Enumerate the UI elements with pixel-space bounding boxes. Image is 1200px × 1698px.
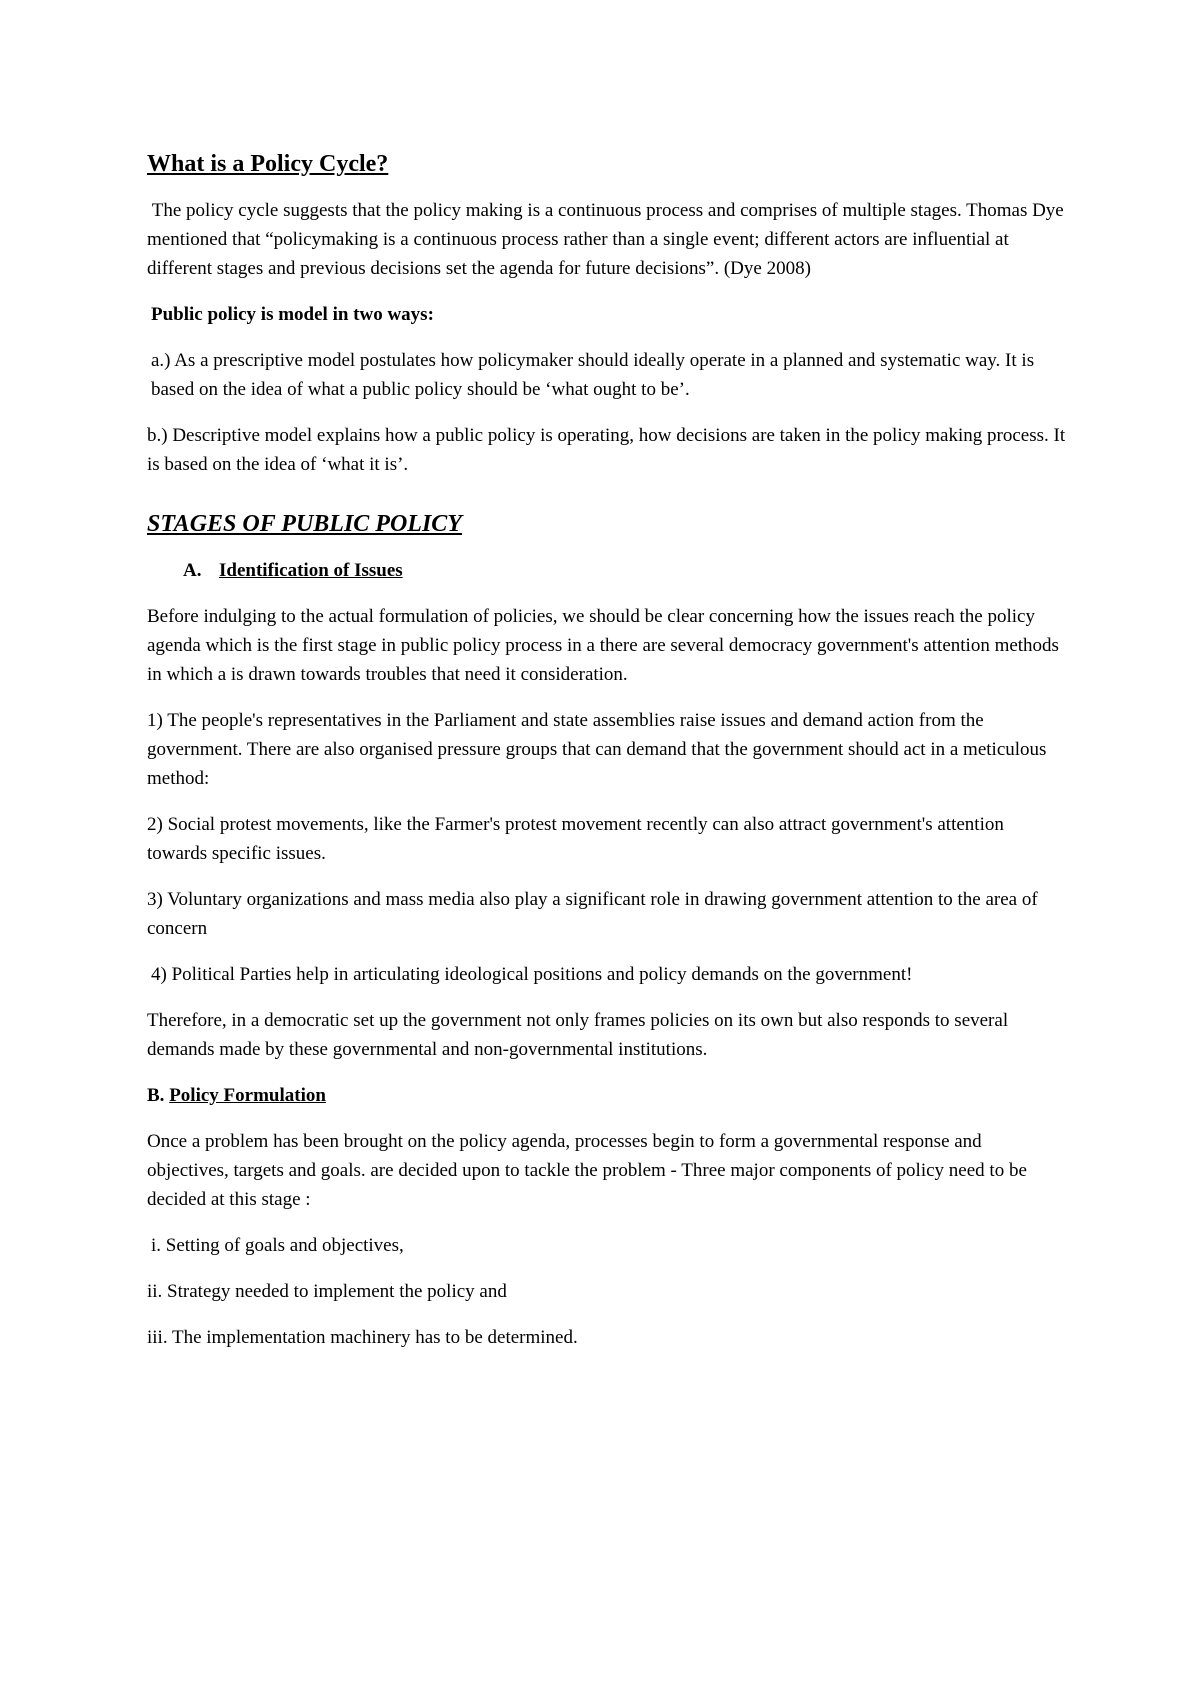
section-a-title: Identification of Issues — [219, 560, 403, 581]
section-b-item-1: i. Setting of goals and objectives, — [151, 1235, 404, 1256]
section-a-point-3: 3) Voluntary organizations and mass media also play a significant role in drawing government attention to the area of concern — [147, 889, 1038, 939]
stages-heading: STAGES OF PUBLIC POLICY — [147, 511, 462, 537]
descriptive-model-paragraph: b.) Descriptive model explains how a public policy is operating, how decisions are taken in the policy making process. It is based on the idea of ‘what it is’. — [147, 425, 1066, 475]
section-a-marker: A. — [183, 560, 202, 581]
section-a-heading — [147, 556, 1067, 585]
section-a-point-4: 4) Political Parties help in articulating ideological positions and policy demands on the government! — [151, 964, 913, 985]
section-b-item-3: iii. The implementation machinery has to be determined. — [147, 1327, 578, 1348]
section-b-item-2: ii. Strategy needed to implement the policy and — [147, 1281, 507, 1302]
page-title: What is a Policy Cycle? — [147, 151, 389, 177]
document-body — [147, 150, 1067, 1369]
model-heading: Public policy is model in two ways: — [151, 304, 434, 325]
section-a-point-2: 2) Social protest movements, like the Farmer's protest movement recently can also attract government's attention towards specific issues. — [147, 814, 1004, 864]
section-a-point-1: 1) The people's representatives in the Parliament and state assemblies raise issues and demand action from the government. There are also organised pressure groups that can demand that the government should act in a meticulous method: — [147, 710, 1047, 789]
section-a-conclusion: Therefore, in a democratic set up the government not only frames policies on its own but also responds to several demands made by these governmental and non-governmental institutions. — [147, 1010, 1009, 1060]
intro-paragraph: The policy cycle suggests that the policy making is a continuous process and comprises of multiple stages. Thomas Dye mentioned that “policymaking is a continuous process rather than a single event; different actors are influential at different stages and previous decisions set the agenda for future decisions”. (Dye 2008) — [147, 200, 1069, 279]
prescriptive-model-paragraph: a.) As a prescriptive model postulates how policymaker should ideally operate in a planned and systematic way. It is based on the idea of what a public policy should be ‘what ought to be’. — [151, 350, 1035, 400]
section-b-title: Policy Formulation — [169, 1085, 326, 1106]
section-b-heading — [147, 1081, 1067, 1110]
section-b-marker: B. — [147, 1085, 165, 1106]
section-a-intro: Before indulging to the actual formulation of policies, we should be clear concerning how the issues reach the policy agenda which is the first stage in public policy process in a there are several democracy government's attention methods in which a is drawn towards troubles that need it consideration. — [147, 606, 1059, 685]
section-b-intro: Once a problem has been brought on the policy agenda, processes begin to form a governmental response and objectives, targets and goals. are decided upon to tackle the problem - Three major components of policy need to be decided at this stage : — [147, 1131, 1027, 1210]
